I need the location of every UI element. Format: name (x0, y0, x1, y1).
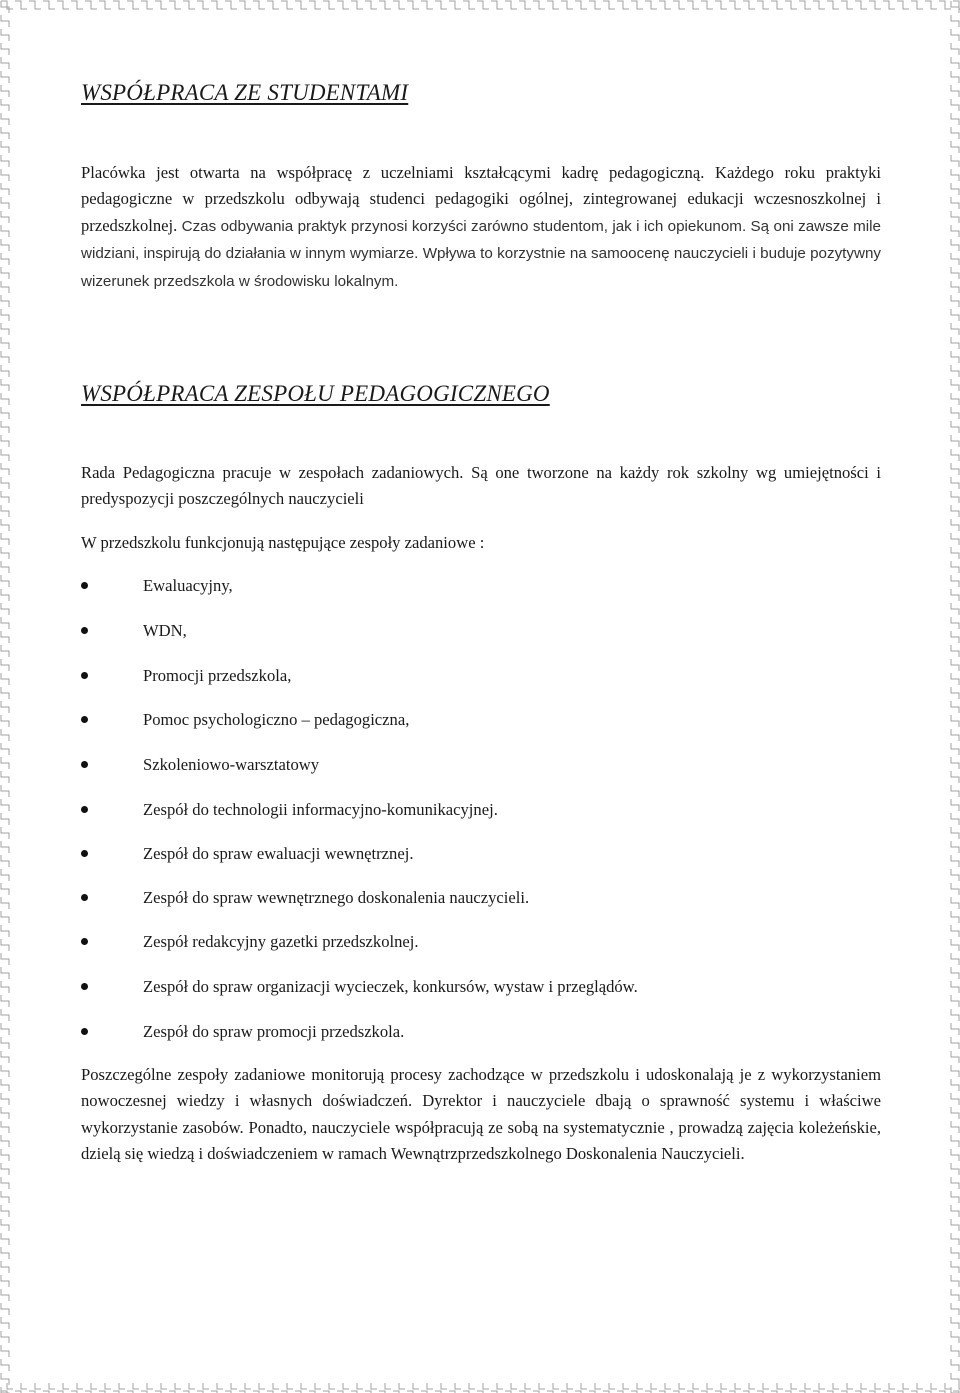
paragraph-students-part1: Placówka jest otwarta na współpracę z uczelniami kształcącymi kadrę pedagogiczną. Każdego roku praktyki pedagogiczne w przedszkolu odbywają studenci pedagogiki ogólnej, zintegrowanej edukacji wczesnoszkolnej i przedszkolnej. (81, 163, 881, 235)
paragraph-teams-list-intro: W przedszkolu funkcjonują następujące zespoły zadaniowe : (81, 533, 485, 552)
bullet-icon (81, 983, 88, 990)
bullet-icon (81, 806, 88, 813)
paragraph-students-part2: Czas odbywania praktyk przynosi korzyści zarówno studentom, jak i ich opiekunom. Są oni zawsze mile widziani, inspirują do działania w innym wymiarze. Wpływa to korzystnie na samoocenę nauczycieli i buduje pozytywny wizerunek przedszkola w środowisku lokalnym. (81, 217, 881, 290)
bullet-icon (81, 582, 88, 589)
bullet-icon (81, 850, 88, 857)
bullet-icon (81, 761, 88, 768)
bullet-icon (81, 894, 88, 901)
heading-pedagogical-team: WSPÓŁPRACA ZESPOŁU PEDAGOGICZNEGO (81, 381, 550, 406)
paragraph-teams-closing: Poszczególne zespoły zadaniowe monitorują procesy zachodzące w przedszkolu i udoskonalają je z wykorzystaniem nowoczesnej wiedzy i własnych doświadczeń. Dyrektor i nauczyciele dbają o sprawność systemu i właściwe wykorzystanie zasobów. Ponadto, nauczyciele współpracują ze sobą na systematycznie , prowadzą zajęcia koleżeńskie, dzielą się wiedzą i doświadczeniem w ramach Wewnątrzprzedszkolnego Doskonalenia Nauczycieli. (81, 1065, 881, 1164)
bullet-icon (81, 627, 88, 634)
bullet-icon (81, 672, 88, 679)
bullet-icon (81, 938, 88, 945)
paragraph-students (81, 160, 881, 295)
paragraph-teams-intro: Rada Pedagogiczna pracuje w zespołach zadaniowych. Są one tworzone na każdy rok szkolny wg umiejętności i predyspozycji poszczególnych nauczycieli (81, 463, 881, 509)
bullet-icon (81, 716, 88, 723)
heading-cooperation-students: WSPÓŁPRACA ZE STUDENTAMI (81, 80, 409, 105)
bullet-icon (81, 1028, 88, 1035)
